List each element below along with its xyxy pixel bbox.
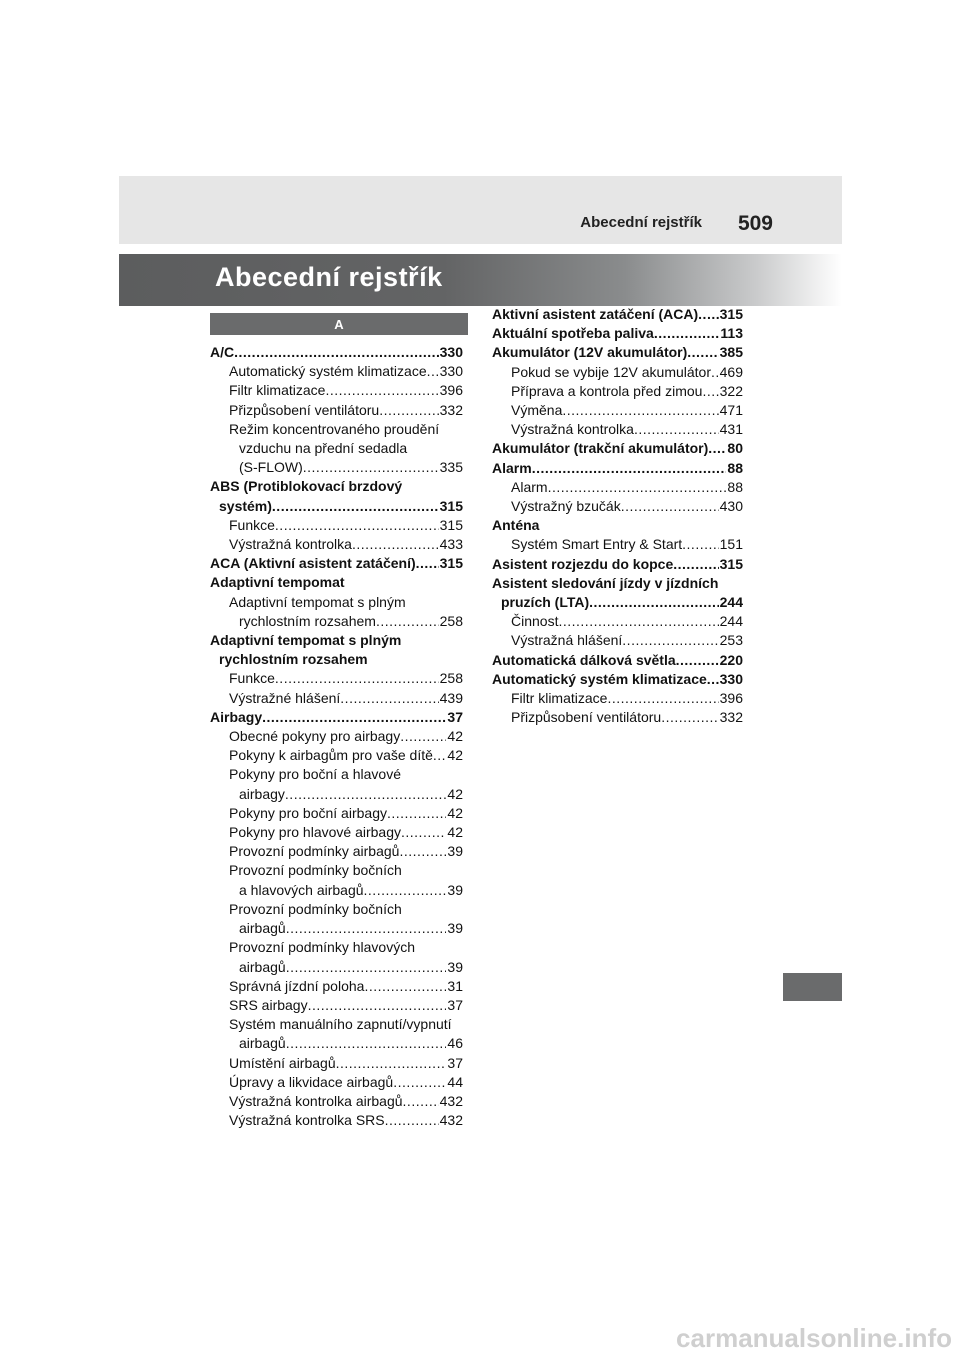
index-entry xyxy=(210,1111,463,1130)
index-entry xyxy=(210,919,463,938)
dot-leader xyxy=(661,708,718,727)
page-title: Abecední rejstřík xyxy=(215,262,443,292)
index-entry xyxy=(492,708,743,727)
index-entry xyxy=(210,881,463,900)
running-title: Abecední rejstřík xyxy=(580,214,702,231)
entry-text: Příprava a kontrola před zimou xyxy=(511,382,703,399)
entry-page: 471 xyxy=(719,402,743,419)
entry-text: Akumulátor (trakční akumulátor) xyxy=(492,440,709,457)
dot-leader xyxy=(399,842,446,861)
entry-text: Automatický systém klimatizace xyxy=(492,670,707,687)
entry-page: 80 xyxy=(727,440,743,457)
dot-leader xyxy=(325,381,438,400)
entry-text: Provozní podmínky airbagů xyxy=(229,843,400,860)
index-entry xyxy=(492,439,743,458)
index-entry xyxy=(492,401,743,420)
dot-leader xyxy=(364,881,447,900)
entry-page: 42 xyxy=(447,728,463,745)
entry-text: A/C xyxy=(210,344,235,360)
index-entry xyxy=(492,593,743,612)
entry-text: Funkce xyxy=(229,516,275,533)
entry-text: pruzích (LTA) xyxy=(501,594,590,611)
entry-text: Úpravy a likvidace airbagů xyxy=(229,1073,394,1090)
dot-leader xyxy=(275,669,439,688)
entry-text: Filtr klimatizace xyxy=(229,382,326,399)
index-entry xyxy=(492,497,743,516)
entry-text: Činnost xyxy=(511,613,559,630)
entry-text: Přizpůsobení ventilátoru xyxy=(511,709,662,726)
dot-leader xyxy=(532,459,727,478)
index-entry xyxy=(210,458,463,477)
entry-text: Výstražná kontrolka xyxy=(511,421,634,438)
entry-text: airbagů xyxy=(239,1035,286,1052)
dot-leader xyxy=(433,746,447,765)
entry-page: 432 xyxy=(439,1092,463,1109)
entry-text: Výstražný bzučák xyxy=(511,498,621,515)
index-entry: rychlostním rozsahem xyxy=(219,651,368,668)
index-entry xyxy=(210,689,463,708)
index-entry xyxy=(492,382,743,401)
index-entry: Systém manuálního zapnutí/vypnutí xyxy=(229,1016,452,1033)
dot-leader xyxy=(286,958,447,977)
index-entry: Adaptivní tempomat s plným xyxy=(210,632,402,649)
dot-leader xyxy=(308,996,447,1015)
index-entry xyxy=(210,746,463,765)
entry-page: 396 xyxy=(439,382,463,399)
entry-page: 88 xyxy=(727,478,743,495)
index-entry xyxy=(210,381,463,400)
index-entry xyxy=(210,516,463,535)
index-entry xyxy=(210,1073,463,1092)
index-entry: Anténa xyxy=(492,517,540,534)
entry-page: 42 xyxy=(447,785,463,802)
entry-page: 433 xyxy=(439,536,463,553)
dot-leader xyxy=(687,343,718,362)
entry-page: 430 xyxy=(719,498,743,515)
entry-page: 253 xyxy=(719,632,743,649)
index-entry: ABS (Protiblokovací brzdový xyxy=(210,478,403,495)
dot-leader xyxy=(427,362,439,381)
index-entry xyxy=(492,420,743,439)
entry-text: airbagů xyxy=(239,958,286,975)
watermark: carmanualsonline.info xyxy=(676,1323,952,1353)
entry-text: Automatická dálková světla xyxy=(492,651,676,668)
dot-leader xyxy=(285,785,447,804)
entry-page: 315 xyxy=(719,306,743,322)
index-entry: Provozní podmínky bočních xyxy=(229,900,402,917)
index-entry xyxy=(492,305,743,324)
index-entry: Adaptivní tempomat xyxy=(210,574,345,591)
entry-page: 330 xyxy=(439,363,463,380)
entry-page: 31 xyxy=(447,977,463,994)
entry-page: 258 xyxy=(439,670,463,687)
index-entry xyxy=(210,842,463,861)
entry-text: Funkce xyxy=(229,670,275,687)
entry-text: Airbagy xyxy=(210,708,263,725)
index-entry xyxy=(210,804,463,823)
entry-text: airbagy xyxy=(239,785,285,802)
index-entry: Pokyny pro boční a hlavové xyxy=(229,766,401,783)
dot-leader xyxy=(682,535,718,554)
entry-text: Pokyny pro boční airbagy xyxy=(229,804,387,821)
index-entry: Režim koncentrovaného proudění xyxy=(229,420,440,437)
dot-leader xyxy=(376,612,439,631)
entry-page: 44 xyxy=(447,1073,463,1090)
entry-page: 244 xyxy=(719,594,743,611)
index-entry xyxy=(492,324,743,343)
index-entry xyxy=(210,497,463,516)
entry-text: Asistent rozjezdu do kopce xyxy=(492,555,674,572)
dot-leader xyxy=(262,708,446,727)
dot-leader xyxy=(562,401,718,420)
entry-page: 469 xyxy=(719,363,743,380)
dot-leader xyxy=(634,420,719,439)
letter-heading: A xyxy=(210,313,468,335)
entry-text: Výměna xyxy=(511,402,563,419)
entry-text: Výstražná kontrolka SRS xyxy=(229,1112,385,1129)
index-entry xyxy=(492,478,743,497)
dot-leader xyxy=(698,305,718,324)
entry-page: 330 xyxy=(439,344,463,360)
dot-leader xyxy=(622,631,718,650)
dot-leader xyxy=(654,324,720,343)
entry-page: 315 xyxy=(439,555,463,572)
dot-leader xyxy=(621,497,719,516)
entry-text: Výstražná kontrolka xyxy=(229,536,352,553)
index-entry xyxy=(492,689,743,708)
entry-text: Výstražná hlášení xyxy=(511,632,623,649)
dot-leader xyxy=(416,554,439,573)
index-entry xyxy=(210,1054,463,1073)
dot-leader xyxy=(676,651,719,670)
index-entry: Provozní podmínky bočních xyxy=(229,862,402,879)
dot-leader xyxy=(403,1092,439,1111)
entry-page: 39 xyxy=(447,843,463,860)
dot-leader xyxy=(548,478,727,497)
entry-text: a hlavových airbagů xyxy=(239,881,364,898)
entry-page: 220 xyxy=(719,651,743,668)
entry-text: Pokyny pro hlavové airbagy xyxy=(229,824,401,841)
entry-text: Pokyny k airbagům pro vaše dítě xyxy=(229,747,433,764)
index-entry xyxy=(492,343,743,362)
dot-leader xyxy=(401,823,446,842)
index-entry xyxy=(492,670,743,689)
entry-page: 439 xyxy=(439,689,463,706)
index-entry: Asistent sledování jízdy v jízdních xyxy=(492,574,719,591)
entry-page: 315 xyxy=(439,497,463,514)
dot-leader xyxy=(336,1054,447,1073)
index-entry xyxy=(210,996,463,1015)
entry-page: 39 xyxy=(447,958,463,975)
index-column-left xyxy=(210,343,463,1130)
dot-leader xyxy=(340,689,438,708)
dot-leader xyxy=(286,1034,447,1053)
entry-page: 37 xyxy=(447,996,463,1013)
index-entry xyxy=(210,785,463,804)
index-entry xyxy=(210,343,463,362)
entry-page: 335 xyxy=(439,459,463,476)
dot-leader xyxy=(589,593,719,612)
index-column-right xyxy=(492,305,743,727)
entry-page: 42 xyxy=(447,824,463,841)
entry-text: Přizpůsobení ventilátoru xyxy=(229,401,380,418)
entry-page: 39 xyxy=(447,920,463,937)
index-entry xyxy=(492,363,743,382)
dot-leader xyxy=(708,439,726,458)
index-entry xyxy=(210,1092,463,1111)
entry-text: Výstražné hlášení xyxy=(229,689,341,706)
entry-page: 385 xyxy=(719,344,743,361)
entry-text: Umístění airbagů xyxy=(229,1054,336,1071)
page-number: 509 xyxy=(737,212,773,235)
index-entry xyxy=(492,631,743,650)
entry-page: 42 xyxy=(447,804,463,821)
index-entry: Adaptivní tempomat s plným xyxy=(229,593,406,610)
index-entry xyxy=(210,669,463,688)
index-entry xyxy=(210,727,463,746)
dot-leader xyxy=(385,1111,439,1130)
dot-leader xyxy=(352,535,439,554)
index-entry xyxy=(210,977,463,996)
page-header xyxy=(119,176,842,244)
entry-text: Alarm xyxy=(511,478,548,495)
index-entry xyxy=(492,555,743,574)
entry-page: 244 xyxy=(719,613,743,630)
entry-text: Filtr klimatizace xyxy=(511,690,608,707)
index-entry: vzduchu na přední sedadla xyxy=(239,440,408,457)
index-entry xyxy=(210,1034,463,1053)
dot-leader xyxy=(234,343,439,362)
entry-text: Aktivní asistent zatáčení (ACA) xyxy=(492,306,699,322)
dot-leader xyxy=(393,1073,446,1092)
index-entry xyxy=(492,459,743,478)
entry-text: Výstražná kontrolka airbagů xyxy=(229,1092,403,1109)
entry-text: Aktuální spotřeba paliva xyxy=(492,325,654,342)
index-entry xyxy=(210,958,463,977)
entry-text: ACA (Aktivní asistent zatáčení) xyxy=(210,555,416,572)
dot-leader xyxy=(275,516,439,535)
entry-page: 332 xyxy=(719,709,743,726)
index-entry xyxy=(492,535,743,554)
index-entry xyxy=(210,708,463,727)
entry-page: 88 xyxy=(727,459,743,476)
dot-leader xyxy=(673,555,718,574)
index-entry xyxy=(210,823,463,842)
index-entry: Provozní podmínky hlavových xyxy=(229,939,415,956)
entry-page: 431 xyxy=(719,421,743,438)
entry-page: 330 xyxy=(719,670,743,687)
entry-text: Akumulátor (12V akumulátor) xyxy=(492,344,688,361)
entry-page: 332 xyxy=(439,401,463,418)
entry-page: 113 xyxy=(720,325,743,342)
dot-leader xyxy=(379,401,438,420)
dot-leader xyxy=(272,497,439,516)
entry-text: Pokud se vybije 12V akumulátor xyxy=(511,363,711,380)
dot-leader xyxy=(387,804,446,823)
index-entry xyxy=(210,554,463,573)
thumb-index-tab xyxy=(783,973,842,1001)
entry-page: 37 xyxy=(447,708,463,725)
index-entry xyxy=(210,612,463,631)
index-entry xyxy=(492,651,743,670)
entry-page: 315 xyxy=(719,555,743,572)
entry-text: Správná jízdní poloha xyxy=(229,977,365,994)
dot-leader xyxy=(702,382,718,401)
entry-text: systém) xyxy=(219,497,272,514)
entry-text: airbagů xyxy=(239,920,286,937)
index-entry xyxy=(210,362,463,381)
entry-page: 432 xyxy=(439,1112,463,1129)
entry-text: Alarm xyxy=(492,459,532,476)
entry-page: 315 xyxy=(439,516,463,533)
entry-page: 151 xyxy=(719,536,743,553)
entry-page: 46 xyxy=(447,1035,463,1052)
dot-leader xyxy=(711,363,719,382)
entry-text: rychlostním rozsahem xyxy=(239,612,376,629)
dot-leader xyxy=(607,689,718,708)
entry-page: 258 xyxy=(439,612,463,629)
dot-leader xyxy=(707,670,719,689)
entry-page: 37 xyxy=(447,1054,463,1071)
dot-leader xyxy=(558,612,718,631)
dot-leader xyxy=(286,919,447,938)
title-bar xyxy=(119,254,842,306)
entry-page: 39 xyxy=(447,881,463,898)
index-entry xyxy=(210,401,463,420)
entry-page: 322 xyxy=(719,382,743,399)
entry-text: (S-FLOW) xyxy=(239,459,303,476)
dot-leader xyxy=(400,727,446,746)
entry-text: Systém Smart Entry & Start xyxy=(511,536,683,553)
index-entry xyxy=(492,612,743,631)
entry-page: 42 xyxy=(447,747,463,764)
dot-leader xyxy=(303,458,439,477)
dot-leader xyxy=(364,977,446,996)
entry-text: SRS airbagy xyxy=(229,996,308,1013)
entry-text: Obecné pokyny pro airbagy xyxy=(229,728,401,745)
index-entry xyxy=(210,535,463,554)
entry-text: Automatický systém klimatizace xyxy=(229,363,427,380)
entry-page: 396 xyxy=(719,690,743,707)
